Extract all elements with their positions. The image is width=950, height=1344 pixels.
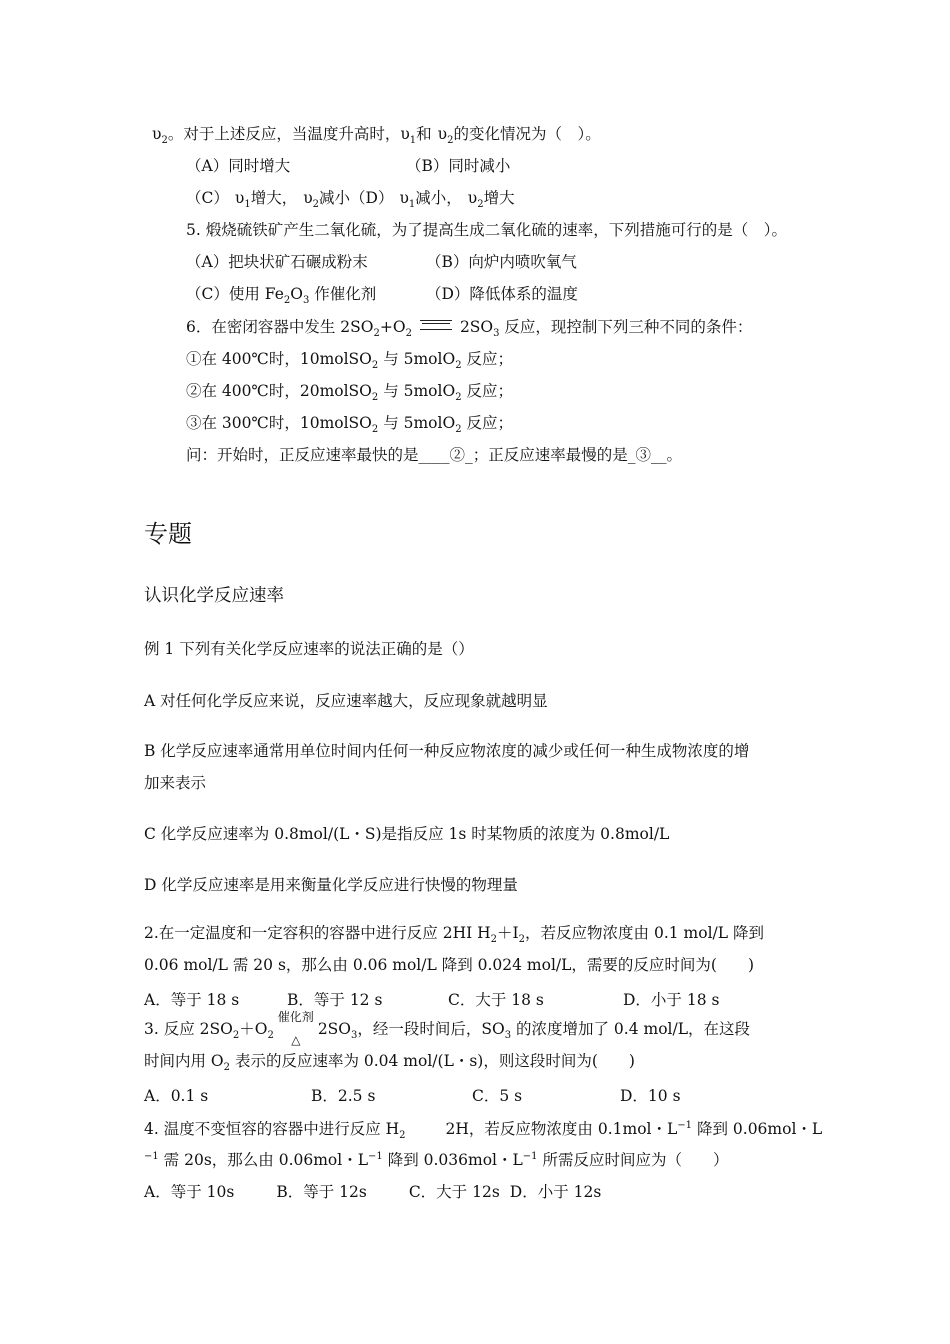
text: 作催化剂	[309, 285, 377, 303]
text: 降到 0.036mol・L	[382, 1151, 523, 1169]
q4b-stem-line1	[144, 1118, 822, 1140]
q6-stem	[186, 316, 752, 338]
text: 反应；	[461, 382, 513, 400]
subsection-title: 认识化学反应速率	[144, 586, 284, 606]
text: 与 5molO	[378, 414, 456, 432]
upsilon: υ	[152, 125, 162, 143]
equilibrium-arrow-icon	[420, 320, 452, 330]
text: 反应，现控制下列三种不同的条件：	[499, 318, 753, 336]
q2-option-c: C．大于 18 s	[448, 991, 544, 1009]
ex1-option-c: C 化学反应速率为 0.8mol/(L・S)是指反应 1s 时某物质的浓度为 0.8mol/L	[144, 825, 670, 843]
option-c: C．大于 12s	[408, 1183, 500, 1201]
sub: 3	[302, 295, 310, 306]
q5-option-c	[186, 283, 376, 305]
sub: 2	[371, 392, 379, 403]
q2-stem-line2: 0.06 mol/L 需 20 s，那么由 0.06 mol/L 降到 0.024 mol/L，需要的反应时间为( )	[144, 956, 755, 974]
ex1-option-a: A 对任何化学反应来说，反应速率越大，反应现象就越明显	[144, 692, 548, 710]
text: 4. 温度不变恒容的容器中进行反应 H	[144, 1120, 400, 1138]
sub: 2	[161, 135, 168, 146]
sub: 2	[267, 1030, 274, 1041]
upsilon: υ	[303, 189, 313, 207]
text: ，若反应物浓度由 0.1 mol/L 降到	[525, 924, 764, 942]
text: 。对于上述反应，当温度升高时，	[167, 125, 401, 143]
q6-condition-3	[186, 412, 513, 434]
sub: 2	[223, 1062, 231, 1073]
text: （C）	[186, 189, 229, 207]
sub: 2	[371, 360, 379, 371]
ex1-option-d: D 化学反应速率是用来衡量化学反应进行快慢的物理量	[144, 876, 518, 894]
text: ②在 400℃时，20molSO	[186, 382, 372, 400]
option-a: A．等于 10s	[144, 1183, 235, 1201]
sub: 2	[312, 199, 320, 210]
q5-option-d: （D）降低体系的温度	[426, 285, 578, 303]
sub: 1	[409, 135, 417, 146]
sub: 2	[399, 1130, 406, 1141]
q2-option-d: D．小于 18 s	[623, 991, 720, 1009]
text: 减小，	[415, 189, 462, 207]
sub: 2	[455, 360, 462, 371]
ex1-option-b-line1: B 化学反应速率通常用单位时间内任何一种反应物浓度的减少或任何一种生成物浓度的增	[144, 742, 750, 760]
option-d: D．小于 12s	[509, 1183, 602, 1201]
q2-option-b: B．等于 12 s	[287, 991, 383, 1009]
text: 减小（D）	[319, 189, 394, 207]
text: 反应；	[461, 414, 513, 432]
sub: 2	[371, 424, 379, 435]
text: 表示的反应速率为 0.04 mol/(L・s)，则这段时间为( )	[230, 1052, 635, 1070]
text: 的浓度增加了 0.4 mol/L，在这段	[511, 1020, 751, 1038]
ex1-option-b-line2: 加来表示	[144, 774, 207, 792]
q5-stem: 5. 煅烧硫铁矿产生二氧化硫，为了提高生成二氧化硫的速率，下列措施可行的是（ ）。	[186, 221, 787, 239]
text: 需 20s，那么由 0.06mol・L	[158, 1151, 369, 1169]
heat-triangle-icon: △	[291, 1033, 301, 1047]
sup: −1	[368, 1151, 383, 1162]
q4b-stem-line2	[144, 1149, 728, 1171]
text: ③在 300℃时，10molSO	[186, 414, 372, 432]
text: 6．在密闭容器中发生 2SO	[186, 318, 374, 336]
sub: 2	[490, 934, 498, 945]
q4-options-cd	[186, 187, 515, 209]
option-b: B．等于 12s	[276, 1183, 367, 1201]
q4-tail-line	[152, 123, 601, 145]
sub: 2	[477, 199, 484, 210]
ex1-stem: 例 1 下列有关化学反应速率的说法正确的是（）	[144, 640, 474, 658]
q4b-options	[144, 1181, 601, 1203]
q5-option-b: （B）向炉内喷吹氧气	[426, 253, 577, 271]
q3-stem-line2	[144, 1050, 635, 1072]
sub: 2	[373, 328, 380, 339]
upsilon: υ	[437, 125, 448, 143]
upsilon: υ	[467, 189, 478, 207]
sub: 2	[455, 392, 462, 403]
sub: 2	[283, 295, 291, 306]
q3-option-c: C．5 s	[472, 1087, 523, 1105]
sub: 2	[405, 328, 412, 339]
sub: 2	[455, 424, 462, 435]
q6-condition-1	[186, 348, 513, 370]
text: 时间内用 O	[144, 1052, 224, 1070]
q6-condition-2	[186, 380, 513, 402]
q2-stem-line1	[144, 922, 764, 944]
q2-option-a: A．等于 18 s	[144, 991, 240, 1009]
text: 2.在一定温度和一定容积的容器中进行反应 2HI H	[144, 924, 491, 942]
text: 和	[416, 125, 432, 143]
q5-option-a: （A）把块状矿石碾成粉末	[186, 253, 368, 271]
sup: −1	[144, 1151, 159, 1162]
text: 的变化情况为（ ）。	[453, 125, 601, 143]
q3-option-a: A．0.1 s	[144, 1087, 209, 1105]
upsilon: υ	[399, 189, 409, 207]
catalyst-condition	[274, 1010, 318, 1047]
text: O	[290, 285, 303, 303]
section-title: 专题	[144, 520, 192, 548]
text: 3. 反应 2SO	[144, 1020, 233, 1038]
sub: 3	[504, 1030, 512, 1041]
text: ①在 400℃时，10molSO	[186, 350, 372, 368]
catalyst-label: 催化剂	[277, 1010, 314, 1024]
sub: 2	[518, 934, 526, 945]
sub: 1	[408, 199, 416, 210]
text: ＋O	[239, 1020, 268, 1038]
sub: 2	[232, 1030, 240, 1041]
text: +O	[379, 318, 406, 336]
text: （C）使用 Fe	[186, 285, 284, 303]
text: 与 5molO	[378, 382, 456, 400]
sup: −1	[677, 1120, 693, 1131]
q4-option-a: （A）同时增大	[186, 157, 291, 175]
text: 所需反应时间应为（ ）	[537, 1151, 729, 1169]
text: ，经一段时间后，SO	[357, 1020, 505, 1038]
text: 反应；	[461, 350, 513, 368]
q4-option-b: （B）同时减小	[406, 157, 511, 175]
q3-option-d: D．10 s	[620, 1087, 681, 1105]
text: 2SO	[317, 1020, 351, 1038]
sub: 3	[351, 1030, 358, 1041]
sub: 3	[493, 328, 500, 339]
text: 2H，若反应物浓度由 0.1mol・L	[445, 1120, 678, 1138]
upsilon: υ	[400, 125, 410, 143]
q3-stem-line1	[144, 1010, 751, 1047]
text: 2SO	[459, 318, 494, 336]
text: ＋I	[497, 924, 519, 942]
text: 增大，	[250, 189, 298, 207]
sup: −1	[522, 1151, 538, 1162]
q6-question: 问：开始时，正反应速率最快的是____②_；正反应速率最慢的是_③__。	[186, 446, 683, 464]
q3-option-b: B．2.5 s	[311, 1087, 376, 1105]
sub: 1	[244, 199, 251, 210]
text: 与 5molO	[378, 350, 456, 368]
text: 增大	[483, 189, 515, 207]
upsilon: υ	[234, 189, 245, 207]
text: 降到 0.06mol・L	[692, 1120, 823, 1138]
sub: 2	[447, 135, 454, 146]
